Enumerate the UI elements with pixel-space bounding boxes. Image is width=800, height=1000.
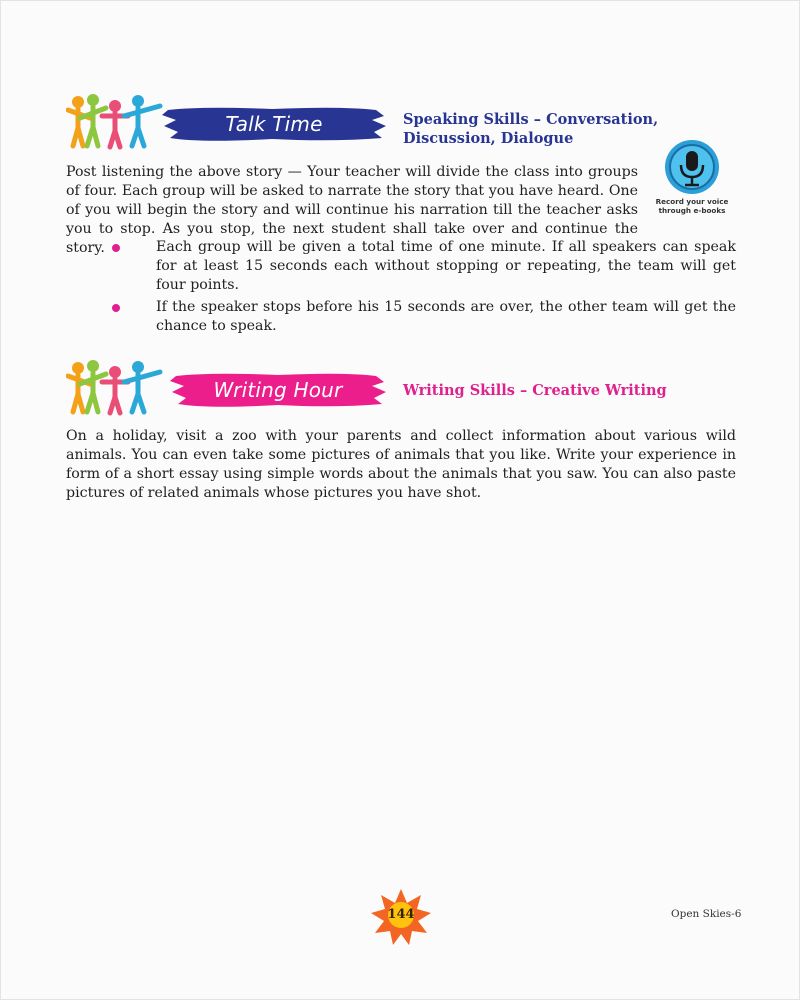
talk-time-banner [162,106,386,142]
people-group-icon [66,360,164,416]
writing-hour-paragraph: On a holiday, visit a zoo with your parents and collect information about various wild animals. You can even take some pictures of animals that you like. Write your experience in form of a short essay using simple words about the animals that you saw. You can also paste pictures of related animals whose pictures you have shot. [66,428,736,501]
writing-hour-banner-text: Writing Hour [213,378,343,402]
talk-time-bullets [108,238,736,339]
talk-time-banner-text: Talk Time [225,112,323,136]
writing-hour-banner [170,372,386,408]
page-number: 144 [387,907,415,922]
talk-time-header [66,94,746,150]
people-group-icon [66,94,164,150]
bullet-text: Each group will be given a total time of one minute. If all speakers can speak for at least 15 seconds each without stopping or repeating, the team will get four points. [156,239,736,293]
bullet-dot [112,244,120,252]
bullet-dot [112,304,120,312]
list-item [108,238,736,295]
writing-hour-skill-title: Writing Skills – Creative Writing [403,382,667,399]
talk-time-paragraph: Post listening the above story — Your teacher will divide the class into groups of four. Each group will be asked to narrate the story that you have heard. One of you will begin the story and will continue his narration till the teacher asks you to stop. As you stop, the next student shall take over and continue the story. [66,164,638,256]
book-title: Open Skies-6 [671,908,742,920]
record-voice-caption: Record your voice through e-books [655,197,729,215]
page-number-badge [371,889,431,945]
microphone-icon[interactable] [650,140,734,198]
writing-hour-header [66,360,746,416]
talk-time-skill-title: Speaking Skills – Conversation, Discussion, Dialogue [403,111,659,147]
record-voice-badge[interactable] [650,140,734,220]
list-item [108,298,736,336]
bullet-text: If the speaker stops before his 15 seconds are over, the other team will get the chance to speak. [156,299,736,334]
